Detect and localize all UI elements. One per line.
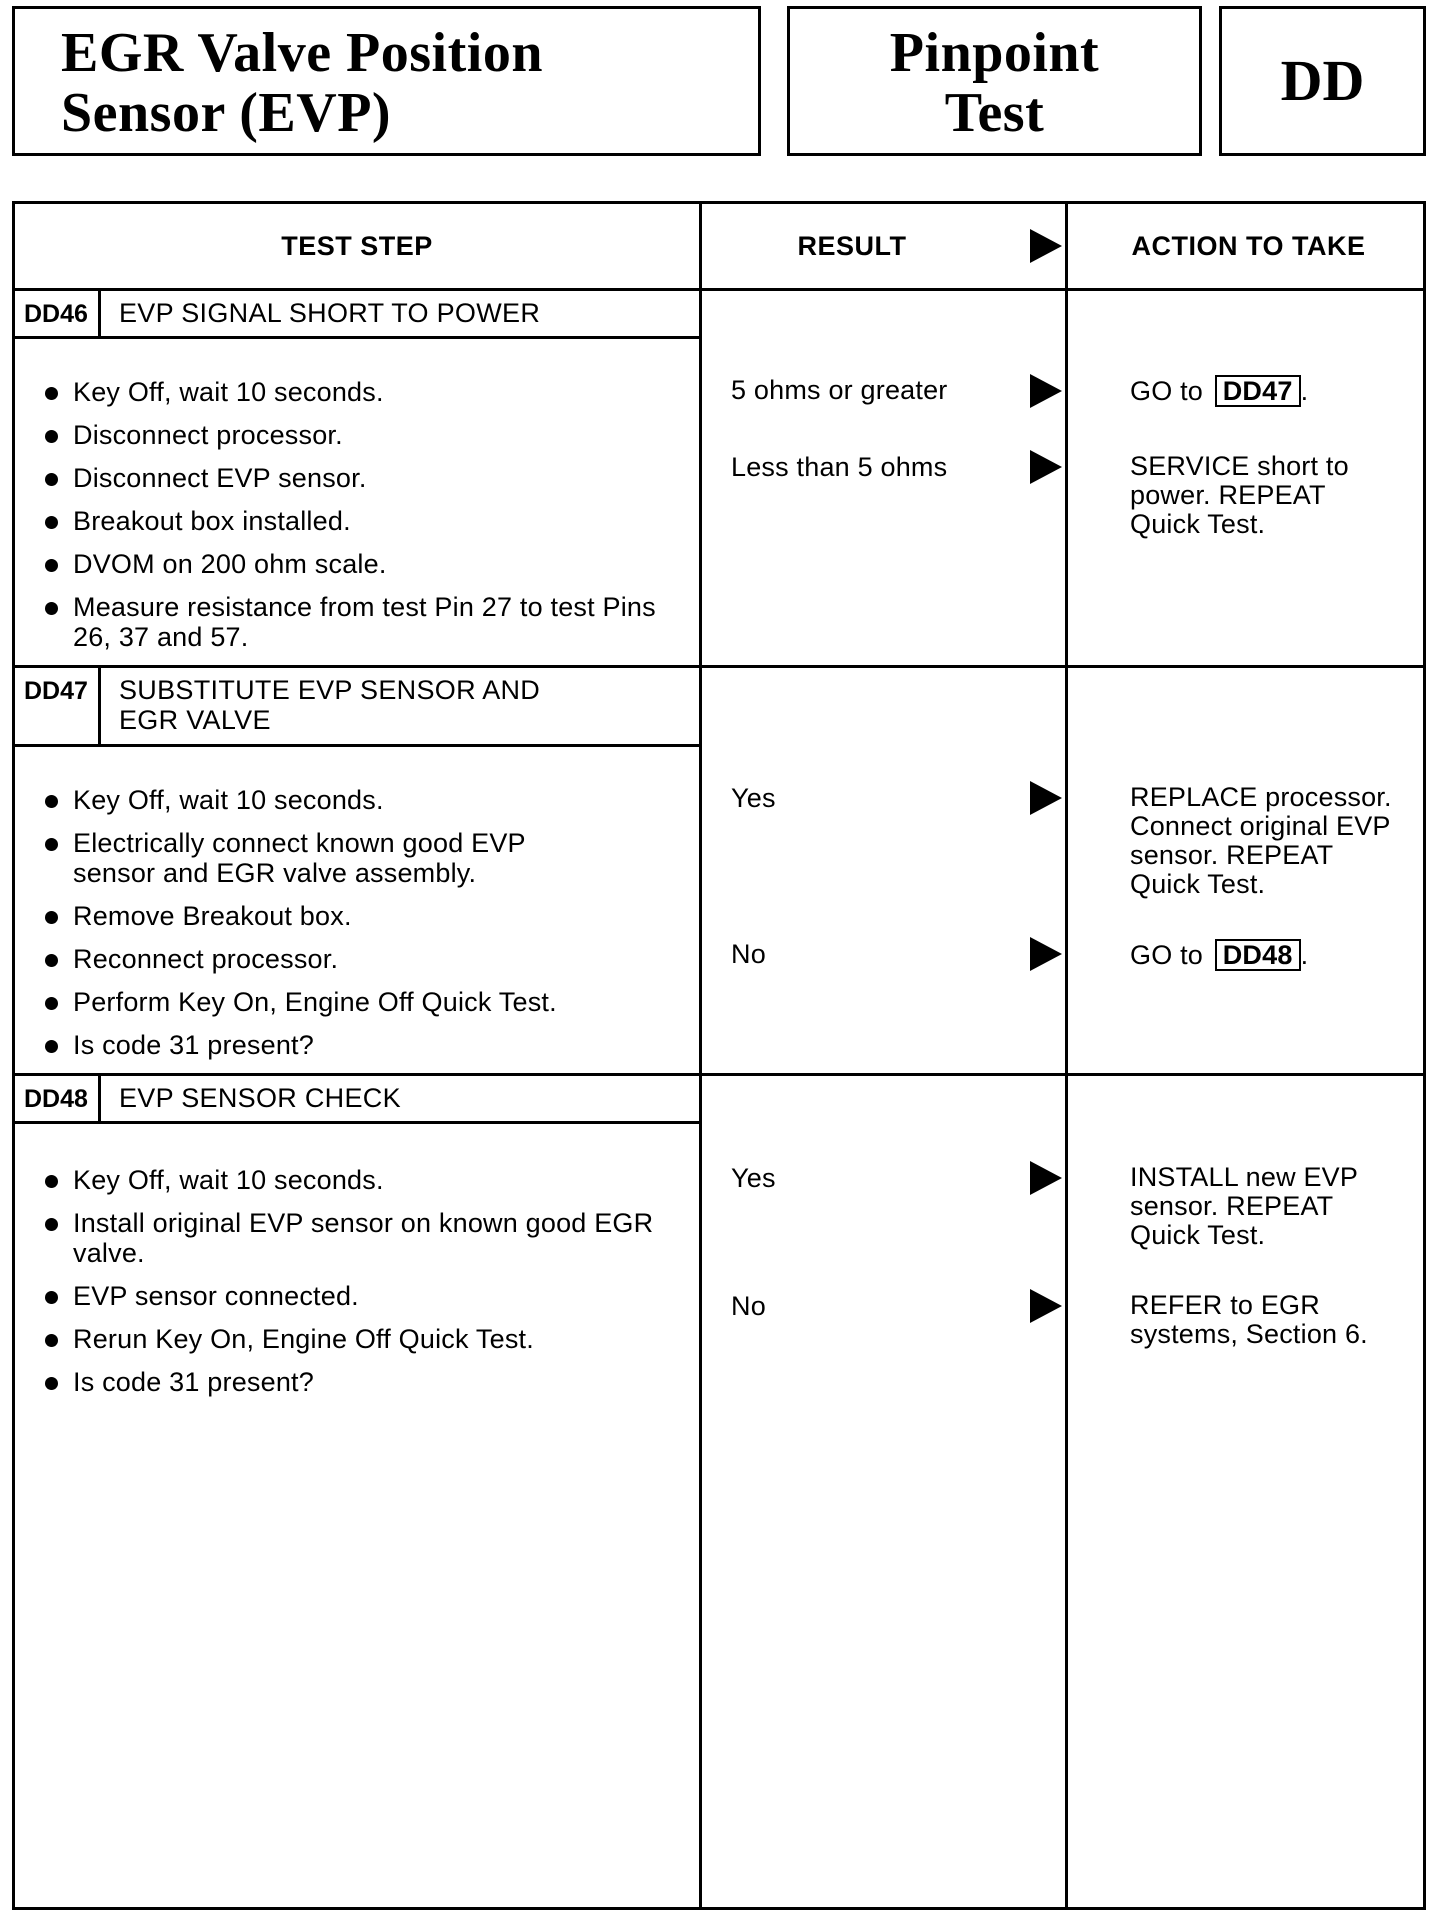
result-text: Yes xyxy=(731,1163,776,1193)
action-line: Quick Test. xyxy=(1130,509,1266,539)
list-item: Remove Breakout box. xyxy=(15,901,695,931)
step-divider xyxy=(15,1073,1423,1076)
result-arrow-icon xyxy=(1030,229,1062,263)
step-divider xyxy=(15,665,1423,668)
list-item: Perform Key On, Engine Off Quick Test. xyxy=(15,987,695,1017)
list-item: Electrically connect known good EVP sensor and EGR valve assembly. xyxy=(15,828,695,888)
list-item: Reconnect processor. xyxy=(15,944,695,974)
list-item: Measure resistance from test Pin 27 to test Pins 26, 37 and 57. xyxy=(15,592,695,652)
action-prefix: GO to xyxy=(1130,940,1204,970)
action-line: Quick Test. xyxy=(1130,1220,1266,1250)
action-text xyxy=(1130,783,1420,899)
action-text xyxy=(1130,1163,1420,1250)
list-item: Install original EVP sensor on known good EGR valve. xyxy=(15,1208,695,1268)
test-code-box xyxy=(1219,6,1426,156)
page-title-line-1: EGR Valve Position xyxy=(61,22,543,84)
header-test-step: TEST STEP xyxy=(281,231,433,261)
column-divider-result xyxy=(699,204,702,1907)
action-line: SERVICE short to xyxy=(1130,451,1349,481)
header-result: RESULT xyxy=(797,231,907,261)
list-item: Is code 31 present? xyxy=(15,1030,695,1060)
result-arrow-icon xyxy=(1030,374,1062,408)
step-id: DD46 xyxy=(24,300,88,328)
column-divider-action xyxy=(1065,204,1068,1907)
result-text: Less than 5 ohms xyxy=(731,452,948,482)
test-code: DD xyxy=(1280,48,1365,113)
action-text xyxy=(1130,452,1420,539)
list-item: Key Off, wait 10 seconds. xyxy=(15,377,695,407)
list-item: Disconnect EVP sensor. xyxy=(15,463,695,493)
action-line: systems, Section 6. xyxy=(1130,1319,1368,1349)
action-suffix: . xyxy=(1300,940,1309,970)
step-id: DD47 xyxy=(24,677,88,705)
step-reference: DD48 xyxy=(1215,939,1301,971)
list-item: Rerun Key On, Engine Off Quick Test. xyxy=(15,1324,695,1354)
header-action-to-take: ACTION TO TAKE xyxy=(1131,231,1366,261)
page-title-line-2: Sensor (EVP) xyxy=(61,82,392,144)
step-title xyxy=(119,675,540,735)
action-line: sensor. REPEAT xyxy=(1130,840,1334,870)
action-line: power. REPEAT xyxy=(1130,480,1326,510)
action-line: REPLACE processor. xyxy=(1130,782,1392,812)
step-title: EVP SENSOR CHECK xyxy=(119,1083,401,1113)
list-item: Key Off, wait 10 seconds. xyxy=(15,785,695,815)
pinpoint-test-label xyxy=(787,6,1202,156)
action-line: INSTALL new EVP xyxy=(1130,1162,1359,1192)
result-arrow-icon xyxy=(1030,450,1062,484)
result-arrow-icon xyxy=(1030,1289,1062,1323)
action-suffix: . xyxy=(1300,376,1309,406)
result-arrow-icon xyxy=(1030,781,1062,815)
step-bullet-list xyxy=(15,377,695,652)
action-line: Connect original EVP xyxy=(1130,811,1391,841)
result-arrow-icon xyxy=(1030,1161,1062,1195)
action-text xyxy=(1130,939,1420,971)
list-item: Disconnect processor. xyxy=(15,420,695,450)
action-text xyxy=(1130,1291,1420,1349)
action-line: sensor. REPEAT xyxy=(1130,1191,1334,1221)
action-text xyxy=(1130,375,1420,407)
result-text: No xyxy=(731,1291,766,1321)
action-prefix: GO to xyxy=(1130,376,1204,406)
header-divider xyxy=(15,288,1423,291)
list-item: Is code 31 present? xyxy=(15,1367,695,1397)
pinpoint-label-line-1: Pinpoint xyxy=(889,22,1100,84)
step-title-divider xyxy=(15,744,699,747)
list-item: Key Off, wait 10 seconds. xyxy=(15,1165,695,1195)
step-title-divider xyxy=(15,336,699,339)
pinpoint-test-table xyxy=(12,201,1426,1910)
result-text: 5 ohms or greater xyxy=(731,375,948,405)
action-line: Quick Test. xyxy=(1130,869,1266,899)
list-item: Breakout box installed. xyxy=(15,506,695,536)
step-bullet-list xyxy=(15,1165,695,1397)
step-reference: DD47 xyxy=(1215,375,1301,407)
page-title xyxy=(12,6,761,156)
step-id: DD48 xyxy=(24,1085,88,1113)
result-arrow-icon xyxy=(1030,937,1062,971)
step-bullet-list xyxy=(15,785,695,1060)
action-line: REFER to EGR xyxy=(1130,1290,1320,1320)
list-item: EVP sensor connected. xyxy=(15,1281,695,1311)
step-title: EVP SIGNAL SHORT TO POWER xyxy=(119,298,541,328)
result-text: No xyxy=(731,939,766,969)
pinpoint-label-line-2: Test xyxy=(944,82,1045,144)
list-item: DVOM on 200 ohm scale. xyxy=(15,549,695,579)
result-text: Yes xyxy=(731,783,776,813)
step-title-divider xyxy=(15,1121,699,1124)
step-title-line: SUBSTITUTE EVP SENSOR AND xyxy=(119,675,541,705)
step-title-line: EGR VALVE xyxy=(119,705,271,735)
